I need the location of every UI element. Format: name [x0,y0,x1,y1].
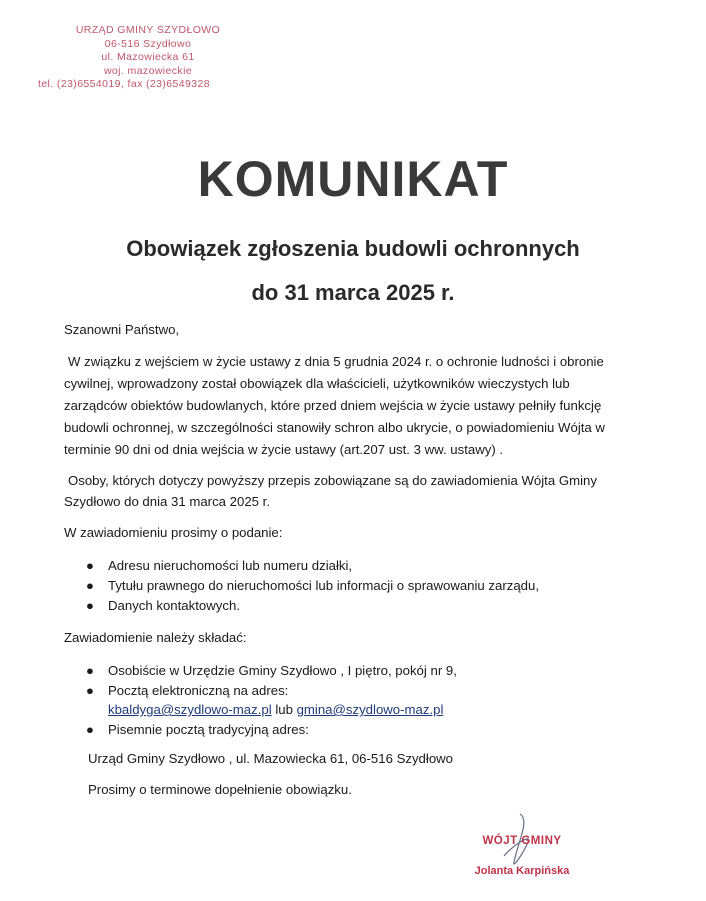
paragraph-line: terminie 90 dni od dnia wejścia w życie ustawy (art.207 ust. 3 ww. ustawy) . [64,442,504,457]
list-item [86,576,539,596]
office-stamp [28,24,268,92]
email-link-gmina[interactable]: gmina@szydlowo-maz.pl [296,702,444,717]
paragraph-line: cywilnej, wprowadzony został obowiązek dla właścicieli, użytkowników wieczystych lub [64,376,570,391]
bullet-icon: ● [86,598,94,613]
list-item [86,720,309,740]
bullet-icon: ● [86,558,94,573]
signature-block [462,835,582,877]
list-item [86,556,352,576]
stamp-line: URZĄD GMINY SZYDŁOWO [75,24,221,36]
list-item-text: Pisemnie pocztą tradycyjną adres: [108,722,309,737]
bullet-icon: ● [86,663,94,678]
paragraph-line: W związku z wejściem w życie ustawy z dnia 5 grudnia 2024 r. o ochronie ludności i obronie [68,354,604,369]
email-separator: lub [271,702,297,717]
stamp-line: ul. Mazowiecka 61 [101,51,195,63]
list-item-text: Tytułu prawnego do nieruchomości lub informacji o sprawowaniu zarządu, [108,578,540,593]
list-item-text: Pocztą elektroniczną na adres: [108,683,289,698]
document-subtitle: Obowiązek zgłoszenia budowli ochronnych [126,236,580,261]
email-link-kbaldyga[interactable]: kbaldyga@szydlowo-maz.pl [108,702,272,717]
greeting: Szanowni Państwo, [64,322,180,337]
list-item-text: Osobiście w Urzędzie Gminy Szydłowo , I piętro, pokój nr 9, [108,663,457,678]
stamp-line: tel. (23)6554019, fax (23)6549328 [38,78,210,90]
paragraph-line: budowli ochronnej, w szczególności stanowiły schron albo ukrycie, o powiadomieniu Wójta w [64,420,605,435]
document-title: KOMUNIKAT [197,151,509,207]
list-item-text: Danych kontaktowych. [108,598,240,613]
paragraph-line: Osoby, których dotyczy powyższy przepis zobowiązane są do zawiadomienia Wójta Gminy [68,473,597,488]
closing-line: Prosimy o terminowe dopełnienie obowiązku. [88,782,352,797]
bullet-icon: ● [86,578,94,593]
list-item [86,661,457,681]
postal-address: Urząd Gminy Szydłowo , ul. Mazowiecka 61, 06-516 Szydłowo [88,751,454,766]
email-line [108,700,443,720]
list-item [86,681,288,701]
request-intro: W zawiadomieniu prosimy o podanie: [64,525,283,540]
signature-name: Jolanta Karpińska [474,865,570,877]
list-item-text: Adresu nieruchomości lub numeru działki, [108,558,353,573]
stamp-line: 06-516 Szydłowo [104,37,192,50]
signature-title: WÓJT GMINY [482,835,562,847]
paragraph-line: Szydłowo do dnia 31 marca 2025 r. [64,494,270,509]
stamp-line: woj. mazowieckie [103,64,193,77]
list-item [86,596,240,616]
paragraph-line: zarządców obiektów budowlanych, które przed dniem wejścia w życie ustawy pełniły funkcję [64,398,602,413]
bullet-icon: ● [86,683,94,698]
bullet-icon: ● [86,722,94,737]
submit-intro: Zawiadomienie należy składać: [64,630,247,645]
document-subtitle-date: do 31 marca 2025 r. [251,280,455,305]
